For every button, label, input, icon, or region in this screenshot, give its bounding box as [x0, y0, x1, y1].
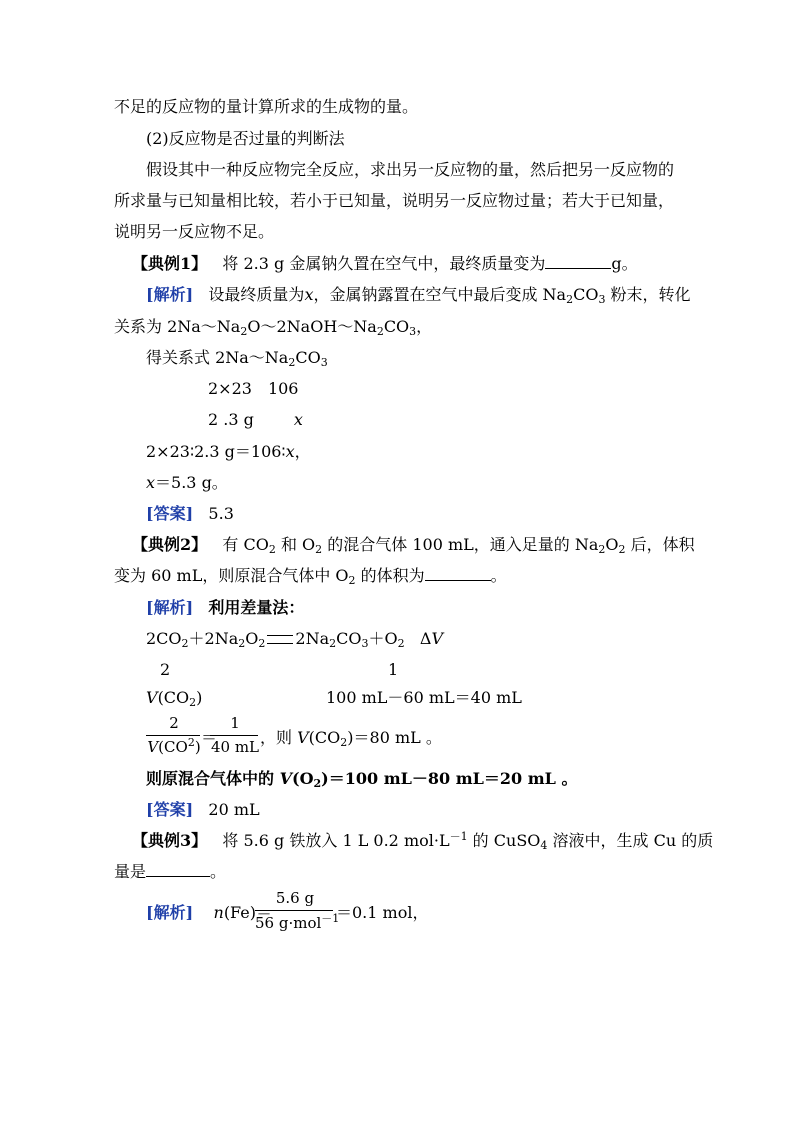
text: (CO	[158, 738, 188, 756]
text: )＝80 mL 。	[347, 728, 442, 747]
text: 2 .3 g	[208, 410, 254, 429]
fraction-numerator: 5.6 g	[275, 889, 315, 907]
subscript: 2	[598, 543, 606, 556]
text: ＝5.3 g。	[155, 473, 228, 492]
relation-row	[208, 409, 303, 431]
text: CO	[383, 317, 410, 336]
text: 将 5.6 g 铁放入 1 L 0.2 mol·L	[222, 831, 450, 850]
fraction-denominator: 40 mL	[210, 738, 260, 756]
subscript: 2	[376, 325, 384, 338]
text: ，	[416, 317, 433, 336]
subscript: 2	[315, 543, 323, 556]
fraction-bar	[210, 735, 258, 736]
text: O～2NaOH～Na	[247, 317, 377, 336]
calc-result	[336, 902, 428, 924]
variable: x	[293, 410, 303, 429]
volume-label	[146, 687, 202, 709]
example-2-answer	[146, 799, 260, 821]
subscript: 2	[240, 325, 248, 338]
fraction-bar	[255, 910, 333, 911]
text: 的混合气体 100 mL，通入足量的 Na	[322, 535, 599, 554]
subscript: 2	[258, 637, 266, 650]
text: ＋2Na	[188, 629, 239, 648]
text: Δ	[419, 629, 432, 648]
variable: x	[146, 473, 156, 492]
subscript: 2	[329, 637, 337, 650]
text-line	[114, 96, 418, 118]
answer-value: 20 mL	[208, 800, 260, 819]
variable: n	[213, 903, 224, 922]
text-line	[146, 472, 228, 494]
subscript: 2	[348, 574, 356, 587]
analysis-tag: [解析]	[146, 598, 194, 617]
variable: V	[431, 629, 443, 648]
fraction-2	[210, 714, 260, 758]
text: 2CO	[146, 629, 182, 648]
text: O	[245, 629, 259, 648]
text: 后，体积	[625, 535, 695, 554]
text: 溶液中，生成 Cu 的质	[547, 831, 714, 850]
variable: V	[147, 738, 159, 756]
fraction-numerator: 1	[230, 714, 240, 732]
answer-blank	[146, 861, 210, 877]
analysis-tag: [解析]	[146, 285, 194, 304]
text: 得关系式 2Na～Na	[146, 348, 289, 367]
subscript: 2	[313, 777, 322, 790]
example-2-question	[132, 534, 695, 556]
text-line	[114, 316, 432, 338]
text: (2)反应物是否过量的判断法	[146, 129, 345, 148]
answer-value: 5.3	[208, 504, 234, 523]
variable: V	[146, 688, 158, 707]
text: ＋O	[368, 629, 398, 648]
answer-blank	[545, 253, 611, 269]
subscript: 2	[566, 293, 574, 306]
subscript: 2	[397, 637, 405, 650]
text: (CO	[157, 688, 190, 707]
example-2-analysis	[146, 597, 304, 619]
superscript: －1	[321, 912, 340, 925]
text: 。	[490, 566, 507, 585]
answer-tag: [答案]	[146, 504, 194, 523]
variable: x	[304, 285, 314, 304]
text: (Fe)＝	[223, 903, 272, 922]
answer-blank	[425, 565, 491, 581]
text: 粉末，转化	[605, 285, 691, 304]
text-line	[114, 861, 226, 883]
text-line	[146, 441, 311, 463]
variable: V	[297, 728, 309, 747]
result-line	[146, 768, 578, 790]
example-1-analysis	[146, 284, 691, 306]
example-3-analysis	[146, 902, 272, 924]
equals-sign	[267, 635, 293, 644]
subscript: 2	[268, 543, 276, 556]
subscript: 2	[238, 637, 246, 650]
fraction-denominator	[146, 738, 202, 756]
text: O	[605, 535, 619, 554]
question-text: 将 2.3 g 金属钠久置在空气中，最终质量变为	[222, 254, 546, 273]
text: 2	[160, 660, 171, 679]
text: ，	[294, 442, 311, 461]
subscript: 2	[189, 696, 197, 709]
text: 变为 60 mL，则原混合气体中 O	[114, 566, 349, 585]
text: 和 O	[275, 535, 316, 554]
text: )	[196, 688, 203, 707]
text-line	[114, 221, 274, 243]
example-3-question	[132, 830, 713, 852]
superscript: 2	[187, 736, 195, 749]
fraction-1	[146, 714, 202, 758]
text: (CO	[308, 728, 341, 747]
text: 设最终质量为	[208, 285, 305, 304]
text-line	[114, 565, 507, 587]
example-1-question	[132, 253, 638, 275]
text: 56 g·mol	[255, 914, 322, 932]
text: CO	[336, 629, 362, 648]
text: CO	[573, 285, 599, 304]
fraction-result	[260, 727, 442, 749]
subscript: 4	[540, 839, 548, 852]
coefficient	[160, 659, 170, 681]
text: )＝100 mL－80 mL＝20 mL 。	[321, 769, 578, 788]
relation-row	[208, 378, 299, 400]
fraction-3	[255, 889, 340, 935]
analysis-tag: [解析]	[146, 903, 194, 922]
example-1-answer	[146, 503, 234, 525]
text: 。	[210, 862, 227, 881]
text: 100 mL－60 mL＝40 mL	[326, 688, 522, 707]
superscript: －1	[449, 830, 468, 843]
subscript: 3	[361, 637, 369, 650]
text-line	[146, 347, 328, 369]
equals: ＝	[201, 728, 218, 747]
text: 说明另一反应物不足。	[114, 222, 275, 241]
variable: V	[279, 769, 292, 788]
fraction-denominator	[255, 912, 340, 932]
text: 量是	[114, 862, 147, 881]
text: (O	[292, 769, 314, 788]
volume-difference	[326, 687, 522, 709]
variable: x	[285, 442, 295, 461]
text: 假设其中一种反应物完全反应，求出另一反应物的量，然后把另一反应物的	[146, 160, 675, 179]
subscript: 2	[181, 637, 189, 650]
text: 所求量与已知量相比较，若小于已知量，说明另一反应物过量；若大于已知量，	[114, 191, 675, 210]
example-tag: 【典例2】	[132, 535, 208, 554]
text: 2×23 106	[208, 379, 299, 398]
text-line	[114, 190, 674, 212]
text: 的 CuSO	[467, 831, 541, 850]
text: 2Na	[295, 629, 330, 648]
text: CO	[295, 348, 321, 367]
text: 不足的反应物的量计算所求的生成物的量。	[114, 97, 419, 116]
text: 的体积为	[355, 566, 425, 585]
text: 2×23∶2.3 g＝106∶	[146, 442, 286, 461]
example-tag: 【典例3】	[132, 831, 208, 850]
subscript: 3	[409, 325, 417, 338]
subscript: 2	[340, 736, 348, 749]
subscript: 2	[618, 543, 626, 556]
subscript: 3	[598, 293, 606, 306]
text: 关系为 2Na～Na	[114, 317, 241, 336]
text: 1	[388, 660, 399, 679]
method-text: 利用差量法：	[208, 598, 305, 617]
text: 有 CO	[222, 535, 269, 554]
answer-tag: [答案]	[146, 800, 194, 819]
text: ，则	[260, 728, 298, 747]
section-heading	[146, 128, 345, 150]
text-line	[146, 159, 674, 181]
text: ＝0.1 mol，	[336, 903, 429, 922]
fraction-numerator: 2	[169, 714, 179, 732]
text: 则原混合气体中的	[146, 769, 280, 788]
text: ，金属钠露置在空气中最后变成 Na	[313, 285, 567, 304]
unit-text: g。	[611, 254, 638, 273]
subscript: 3	[320, 356, 328, 369]
text: )	[194, 738, 201, 756]
example-tag: 【典例1】	[132, 254, 208, 273]
coefficient	[388, 659, 398, 681]
subscript: 2	[288, 356, 296, 369]
chemical-equation	[146, 628, 443, 650]
